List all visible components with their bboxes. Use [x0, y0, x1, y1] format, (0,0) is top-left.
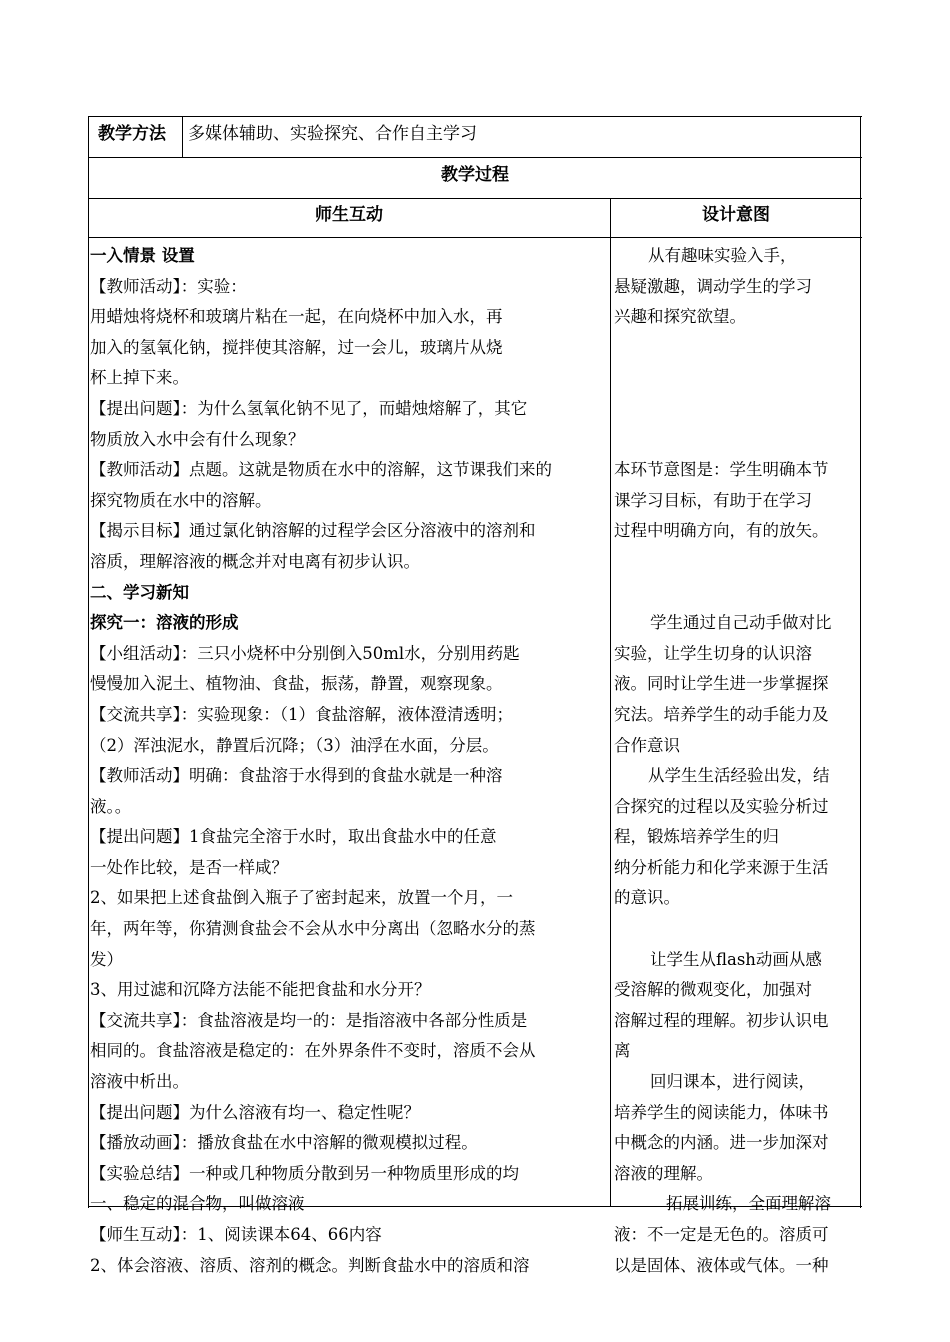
body-line: 发）	[90, 949, 123, 969]
body-line: 【提出问题】：为什么氢氧化钠不见了，而蜡烛熔解了，其它	[90, 398, 528, 418]
intent-line: 学生通过自己动手做对比	[650, 613, 832, 633]
body-line: 【揭示目标】通过氯化钠溶解的过程学会区分溶液中的溶剂和	[90, 521, 536, 541]
body-line: 慢慢加入泥土、植物油、食盐，振荡，静置，观察现象。	[90, 674, 503, 694]
body-line: 溶质，理解溶液的概念并对电离有初步认识。	[90, 551, 420, 571]
intent-line: 液：不一定是无色的。溶质可	[614, 1225, 829, 1244]
process-title: 教学过程	[441, 165, 509, 185]
column-header-design-intent: 设计意图	[702, 205, 770, 225]
body-line: 相同的。食盐溶液是稳定的：在外界条件不变时，溶质不会从	[90, 1041, 536, 1061]
intent-line: 合作意识	[614, 735, 680, 755]
table-border-right	[860, 116, 861, 1208]
intent-line: 究法。培养学生的动手能力及	[614, 704, 829, 724]
body-line: 3、用过滤和沉降方法能不能把食盐和水分开？	[90, 980, 431, 1000]
subsection-heading: 探究一：溶液的形成	[90, 613, 239, 633]
body-line: 【教师活动】：实验：	[90, 276, 247, 296]
intent-line: 从有趣味实验入手，	[648, 246, 797, 265]
intent-line	[614, 363, 858, 394]
intent-line: 实验，让学生切身的认识溶	[614, 643, 812, 663]
body-line: 物质放入水中会有什么现象？	[90, 429, 305, 449]
intent-line: 受溶解的微观变化，加强对	[614, 980, 812, 1000]
intent-line: 兴趣和探究欲望。	[614, 307, 746, 327]
body-line: 【教师活动】明确：食盐溶于水得到的食盐水就是一种溶	[90, 766, 503, 786]
intent-line: 从学生生活经验出发，结	[648, 766, 830, 786]
body-line: 加入的氢氧化钠，搅拌使其溶解，过一会儿，玻璃片从烧	[90, 337, 503, 357]
table-border-row3	[88, 237, 862, 238]
section-heading: 一入情景 设置	[90, 246, 195, 265]
body-line: 【实验总结】一种或几种物质分散到另一种物质里形成的均	[90, 1163, 519, 1183]
body-line: 【师生互动】：1、阅读课本64、66内容	[90, 1225, 382, 1244]
section-heading: 二、学习新知	[90, 582, 189, 602]
body-line: 液。。	[90, 796, 132, 816]
intent-line: 液。同时让学生进一步掌握探	[614, 674, 829, 694]
table-border-column-divider	[610, 198, 611, 1207]
method-value: 多媒体辅助、实验探究、合作自主学习	[188, 124, 477, 144]
intent-line: 纳分析能力和化学来源于生活	[614, 857, 829, 877]
body-line: （2）浑浊泥水，静置后沉降；（3）油浮在水面，分层。	[90, 735, 499, 755]
table-border-row2	[88, 198, 862, 199]
intent-line: 课学习目标，有助于在学习	[614, 490, 812, 510]
intent-line: 中概念的内涵。进一步加深对	[614, 1133, 829, 1153]
method-label: 教学方法	[98, 124, 166, 144]
body-line: 2、体会溶液、溶质、溶剂的概念。判断食盐水中的溶质和溶	[90, 1255, 530, 1275]
table-border-top	[88, 116, 862, 117]
intent-line: 程，锻炼培养学生的归	[614, 827, 779, 847]
body-line: 一处作比较，是否一样咸？	[90, 857, 288, 877]
lesson-plan-table	[88, 116, 862, 1275]
body-line: 溶液中析出。	[90, 1072, 189, 1092]
intent-line: 离	[614, 1041, 631, 1061]
body-line: 【提出问题】1食盐完全溶于水时，取出食盐水中的任意	[90, 827, 497, 847]
interaction-column	[90, 241, 608, 1281]
intent-line	[614, 425, 858, 456]
body-line: 2、如果把上述食盐倒入瓶子了密封起来，放置一个月，一	[90, 888, 513, 908]
body-line: 用蜡烛将烧杯和玻璃片粘在一起，在向烧杯中加入水，再	[90, 307, 503, 327]
body-line: 【小组活动】：三只小烧杯中分别倒入50ml水，分别用药匙	[90, 643, 520, 663]
body-line: 【交流共享】：实验现象：（1）食盐溶解，液体澄清透明；	[90, 704, 513, 724]
intent-line: 本环节意图是：学生明确本节	[614, 460, 829, 480]
body-line: 【交流共享】：食盐溶液是均一的：是指溶液中各部分性质是	[90, 1010, 528, 1030]
intent-line	[614, 333, 858, 364]
intent-line	[614, 547, 858, 578]
intent-line: 让学生从flash动画从感	[650, 949, 822, 969]
body-line: 【提出问题】为什么溶液有均一、稳定性呢？	[90, 1102, 420, 1122]
intent-line: 过程中明确方向，有的放矢。	[614, 521, 829, 541]
table-border-left	[88, 116, 89, 1208]
intent-line: 溶解过程的理解。初步认识电	[614, 1010, 829, 1030]
column-header-interaction: 师生互动	[315, 205, 383, 225]
intent-line	[614, 394, 858, 425]
intent-line	[614, 578, 858, 609]
intent-line: 培养学生的阅读能力，体味书	[614, 1102, 829, 1122]
body-line: 【播放动画】：播放食盐在水中溶解的微观模拟过程。	[90, 1133, 478, 1153]
intent-line: 以是固体、液体或气体。一种	[614, 1255, 829, 1275]
table-border-method-divider	[182, 116, 183, 157]
table-border-row1	[88, 157, 862, 158]
intent-line: 溶液的理解。	[614, 1163, 713, 1183]
intent-line: 合探究的过程以及实验分析过	[614, 796, 829, 816]
body-line: 探究物质在水中的溶解。	[90, 490, 272, 510]
body-line: 杯上掉下来。	[90, 368, 189, 388]
design-intent-column	[614, 241, 858, 1281]
intent-line: 拓展训练，全面理解溶	[666, 1194, 831, 1214]
intent-line	[614, 914, 858, 945]
intent-line: 回归课本，进行阅读，	[650, 1072, 815, 1092]
body-line: 一、稳定的混合物，叫做溶液	[90, 1194, 305, 1214]
intent-line: 的意识。	[614, 888, 680, 908]
body-line: 【教师活动】点题。这就是物质在水中的溶解，这节课我们来的	[90, 460, 552, 480]
intent-line: 悬疑激趣，调动学生的学习	[614, 276, 812, 296]
body-line: 年，两年等，你猜测食盐会不会从水中分离出（忽略水分的蒸	[90, 919, 536, 939]
